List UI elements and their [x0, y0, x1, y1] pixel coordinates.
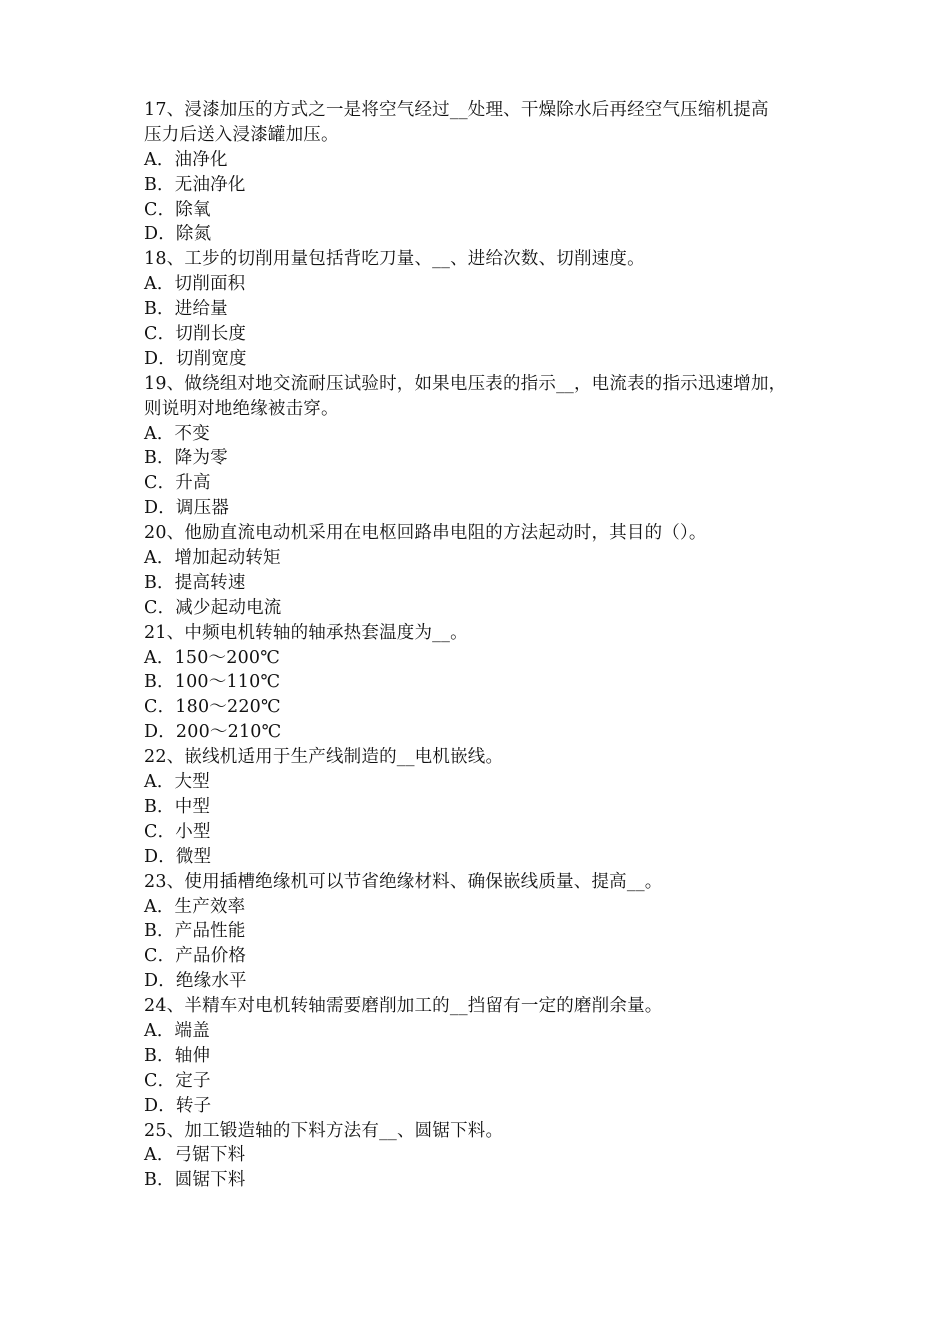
- exam-document: [144, 98, 809, 1193]
- question-stem-line: 24、半精车对电机转轴需要磨削加工的__挡留有一定的磨削余量。: [144, 996, 663, 1017]
- question-stem-line: 25、加工锻造轴的下料方法有__、圆锯下料。: [144, 1120, 504, 1141]
- answer-option: A．增加起动转矩: [144, 548, 281, 569]
- question-stem-line: 22、嵌线机适用于生产线制造的__电机嵌线。: [144, 747, 504, 768]
- answer-option: C．除氧: [144, 199, 211, 220]
- answer-option: B．圆锯下料: [144, 1170, 246, 1191]
- answer-option: A．弓锯下料: [144, 1145, 246, 1166]
- question-stem-line: 21、中频电机转轴的轴承热套温度为__。: [144, 622, 468, 643]
- answer-option: A．油净化: [144, 149, 228, 170]
- answer-option: A．切削面积: [144, 274, 246, 295]
- question-stem-line: 23、使用插槽绝缘机可以节省绝缘材料、确保嵌线质量、提高__。: [144, 871, 663, 892]
- answer-option: A．端盖: [144, 1020, 210, 1041]
- question-block: [144, 870, 809, 994]
- answer-option: C．产品价格: [144, 946, 247, 967]
- question-stem-line: 则说明对地绝缘被击穿。: [144, 398, 339, 419]
- answer-option: D．200～210℃: [144, 722, 282, 743]
- question-stem-line: 压力后送入浸漆罐加压。: [144, 124, 339, 145]
- question-block: [144, 621, 809, 745]
- question-stem-line: 17、浸漆加压的方式之一是将空气经过__处理、干燥除水后再经空气压缩机提高: [144, 100, 769, 120]
- answer-option: B．降为零: [144, 448, 228, 469]
- answer-option: D．微型: [144, 846, 212, 867]
- answer-option: B．进给量: [144, 299, 228, 320]
- answer-option: C．小型: [144, 821, 211, 842]
- question-block: [144, 98, 809, 247]
- answer-option: B．100～110℃: [144, 672, 281, 693]
- answer-option: D．除氮: [144, 224, 212, 245]
- question-block: [144, 745, 809, 869]
- answer-option: D．绝缘水平: [144, 971, 247, 992]
- answer-option: C．180～220℃: [144, 697, 281, 718]
- question-block: [144, 372, 809, 521]
- answer-option: A．150～200℃: [144, 647, 281, 668]
- question-block: [144, 1119, 809, 1194]
- answer-option: B．产品性能: [144, 921, 246, 942]
- answer-option: B．中型: [144, 796, 211, 817]
- answer-option: C．定子: [144, 1070, 211, 1091]
- answer-option: A．生产效率: [144, 896, 246, 917]
- answer-option: C．升高: [144, 473, 211, 494]
- question-block: [144, 521, 809, 621]
- question-stem-line: 20、他励直流电动机采用在电枢回路串电阻的方法起动时，其目的（）。: [144, 523, 707, 544]
- question-block: [144, 247, 809, 371]
- answer-option: B．轴伸: [144, 1045, 211, 1066]
- answer-option: D．转子: [144, 1095, 212, 1116]
- question-stem-line: 19、做绕组对地交流耐压试验时，如果电压表的指示__，电流表的指示迅速增加，: [144, 373, 787, 394]
- answer-option: D．调压器: [144, 498, 230, 519]
- answer-option: C．切削长度: [144, 324, 247, 345]
- answer-option: C．减少起动电流: [144, 597, 282, 618]
- answer-option: D．切削宽度: [144, 348, 247, 369]
- answer-option: A．不变: [144, 423, 210, 444]
- question-stem-line: 18、工步的切削用量包括背吃刀量、__、进给次数、切削速度。: [144, 249, 645, 270]
- answer-option: B．提高转速: [144, 572, 246, 593]
- question-block: [144, 994, 809, 1118]
- answer-option: A．大型: [144, 772, 210, 793]
- answer-option: B．无油净化: [144, 174, 246, 195]
